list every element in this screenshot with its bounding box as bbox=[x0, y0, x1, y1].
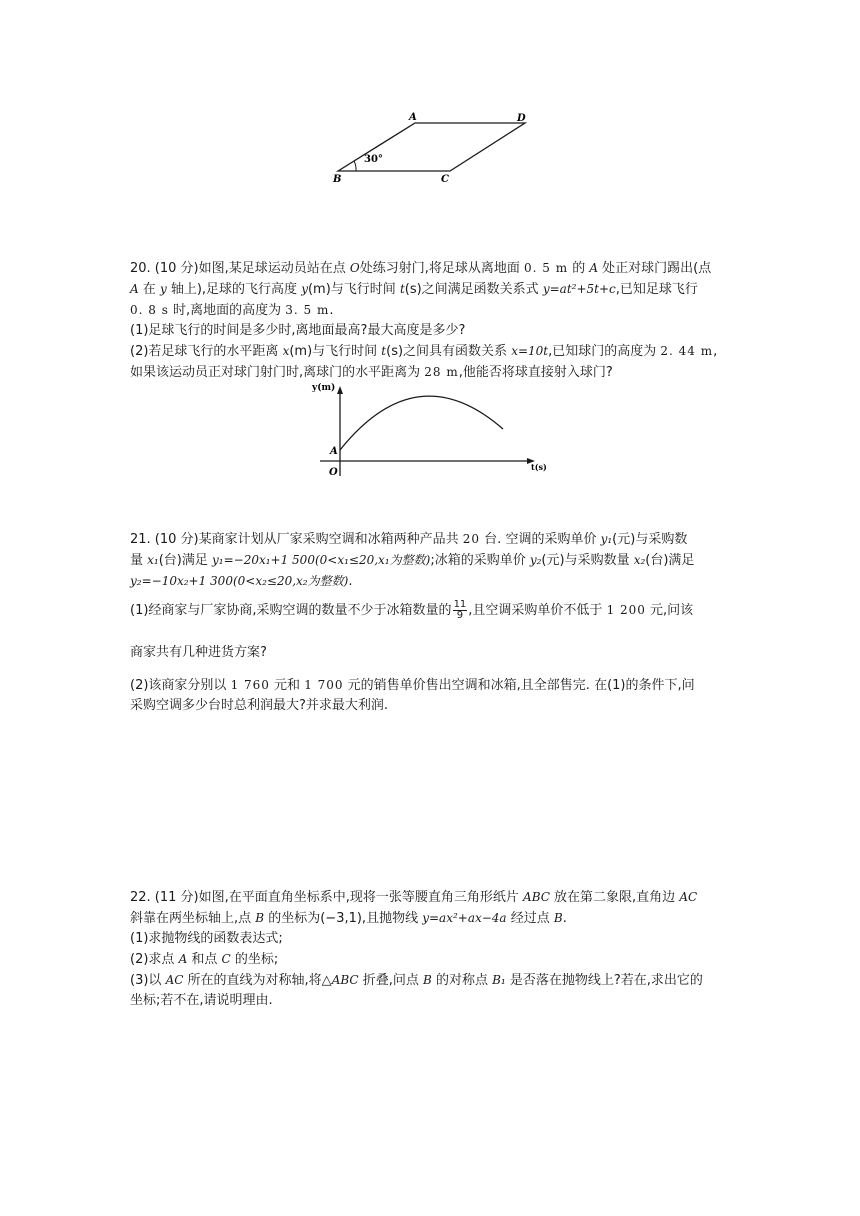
q22-part-1: (1)求抛物线的函数表达式; bbox=[130, 931, 283, 946]
q22-line-1: 22. (11 分)如图,在平面直角坐标系中,现将一张等腰直角三角形纸片 ABC 放在第二象限,直角边 AC bbox=[130, 890, 698, 905]
q22-part-2: (2)求点 A 和点 C 的坐标; bbox=[130, 952, 279, 967]
question-21 bbox=[130, 529, 730, 716]
t-axis-label: t(s) bbox=[531, 462, 547, 472]
q21-part-1-line-2: 商家共有几种进货方案? bbox=[130, 645, 267, 660]
q21-part-2-line-2: 采购空调多少台时总利润最大?并求最大利润. bbox=[130, 698, 389, 713]
vertex-c-label: C bbox=[441, 174, 449, 185]
q22-part-3: (3)以 AC 所在的直线为对称轴,将△ABC 折叠,问点 B 的对称点 B₁ 是否落在抛物线上?若在,求出它的 bbox=[130, 973, 703, 988]
y-axis-label: y(m) bbox=[312, 383, 336, 393]
q21-line-1: 21. (10 分)某商家计划从厂家采购空调和冰箱两种产品共 20 台. 空调的采购单价 y₁(元)与采购数 bbox=[130, 532, 688, 547]
trajectory-graph bbox=[310, 378, 550, 483]
q20-line-1: 20. (10 分)如图,某足球运动员站在点 O处练习射门,将足球从离地面 0. 5 m 的 A 处正对球门踢出(点 bbox=[130, 261, 712, 276]
q22-line-2: 斜靠在两坐标轴上,点 B 的坐标为(−3,1),且抛物线 y=ax²+ax−4a 经过点 B. bbox=[130, 911, 567, 926]
origin-label: O bbox=[329, 467, 338, 478]
trajectory-curve bbox=[340, 396, 503, 450]
question-20 bbox=[130, 258, 730, 383]
parallelogram-figure bbox=[325, 108, 540, 188]
angle-label: 30° bbox=[364, 154, 383, 165]
q21-part-2: (2)该商家分别以 1 760 元和 1 700 元的销售单价售出空调和冰箱,且全部售完. 在(1)的条件下,问 bbox=[130, 678, 695, 693]
y-axis-arrow bbox=[337, 386, 343, 394]
question-22 bbox=[130, 887, 730, 1011]
q21-line-2: 量 x₁(台)满足 y₁=−20x₁+1 500(0<x₁≤20,x₁为整数);冰箱的采购单价 y₂(元)与采购数量 x₂(台)满足 bbox=[130, 553, 695, 568]
q20-line-3: 0. 8 s 时,离地面的高度为 3. 5 m. bbox=[130, 303, 334, 318]
q20-part-1: (1)足球飞行的时间是多少时,离地面最高?最大高度是多少? bbox=[130, 323, 466, 338]
q20-part-2-line-1: (2)若足球飞行的水平距离 x(m)与飞行时间 t(s)之间具有函数关系 x=10t,已知球门的高度为 2. 44 m, bbox=[130, 344, 718, 359]
q20-line-2: A 在 y 轴上),足球的飞行高度 y(m)与飞行时间 t(s)之间满足函数关系式 y=at²+5t+c,已知足球飞行 bbox=[130, 282, 698, 297]
vertex-b-label: B bbox=[333, 174, 342, 185]
point-a-label: A bbox=[330, 446, 338, 457]
q22-part-3-line-2: 坐标;若不在,请说明理由. bbox=[130, 993, 273, 1008]
q20-part-2-line-2: 如果该运动员正对球门射门时,离球门的水平距离为 28 m,他能否将球直接射入球门? bbox=[130, 365, 613, 380]
angle-arc bbox=[354, 161, 356, 171]
q21-line-3: y₂=−10x₂+1 300(0<x₂≤20,x₂为整数). bbox=[130, 574, 353, 589]
vertex-d-label: D bbox=[517, 113, 526, 124]
q21-part-1: (1)经商家与厂家协商,采购空调的数量不少于冰箱数量的 $\frac{11}{9}$ ,且空调采购单价不低于 1 200 元,问该 bbox=[130, 599, 694, 621]
fraction-11-9: $\frac{11}{9}$ bbox=[453, 599, 467, 621]
vertex-a-label: A bbox=[409, 112, 417, 123]
